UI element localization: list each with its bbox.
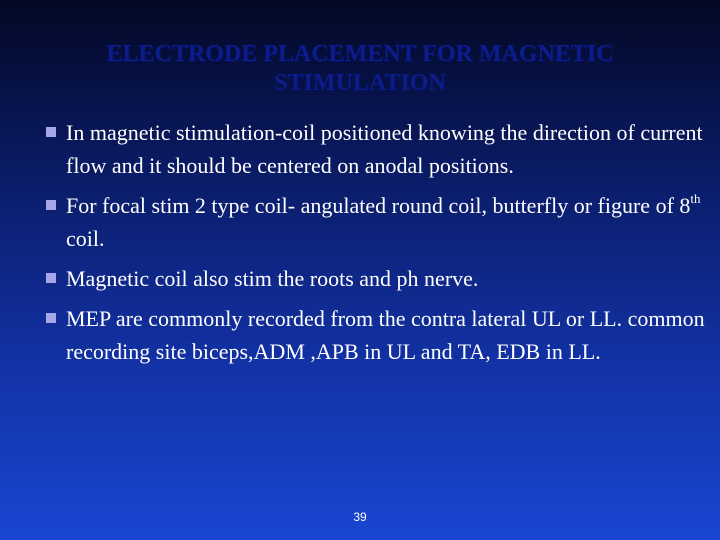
square-bullet-icon bbox=[46, 273, 56, 283]
square-bullet-icon bbox=[46, 200, 56, 210]
square-bullet-icon bbox=[46, 313, 56, 323]
slide-title-line-2: STIMULATION bbox=[274, 70, 446, 96]
bullet-text-before-superscript: For focal stim 2 type coil- angulated round coil, butterfly or figure of 8 bbox=[66, 193, 691, 218]
slide-title-line-1: ELECTRODE PLACEMENT FOR MAGNETIC bbox=[106, 41, 614, 67]
square-bullet-icon bbox=[46, 127, 56, 137]
slide-page-number: 39 bbox=[353, 510, 367, 524]
slide-title bbox=[60, 40, 660, 98]
bullet-item-roots-nerve bbox=[42, 262, 718, 295]
ordinal-superscript: th bbox=[690, 190, 701, 206]
bullet-item-coil-position bbox=[42, 116, 718, 182]
bullet-text: Magnetic coil also stim the roots and ph nerve. bbox=[66, 266, 479, 291]
bullet-text bbox=[66, 190, 701, 251]
bullet-text: In magnetic stimulation-coil positioned knowing the direction of current flow and it should be centered on anodal positions. bbox=[66, 120, 703, 178]
bullet-text-after-superscript: coil. bbox=[66, 226, 105, 251]
bullet-item-coil-types bbox=[42, 189, 718, 255]
bullet-item-mep-recording bbox=[42, 302, 718, 368]
bullet-text: MEP are commonly recorded from the contra lateral UL or LL. common recording site biceps,ADM ,APB in UL and TA, EDB in LL. bbox=[66, 306, 705, 364]
bullet-list bbox=[42, 116, 718, 375]
